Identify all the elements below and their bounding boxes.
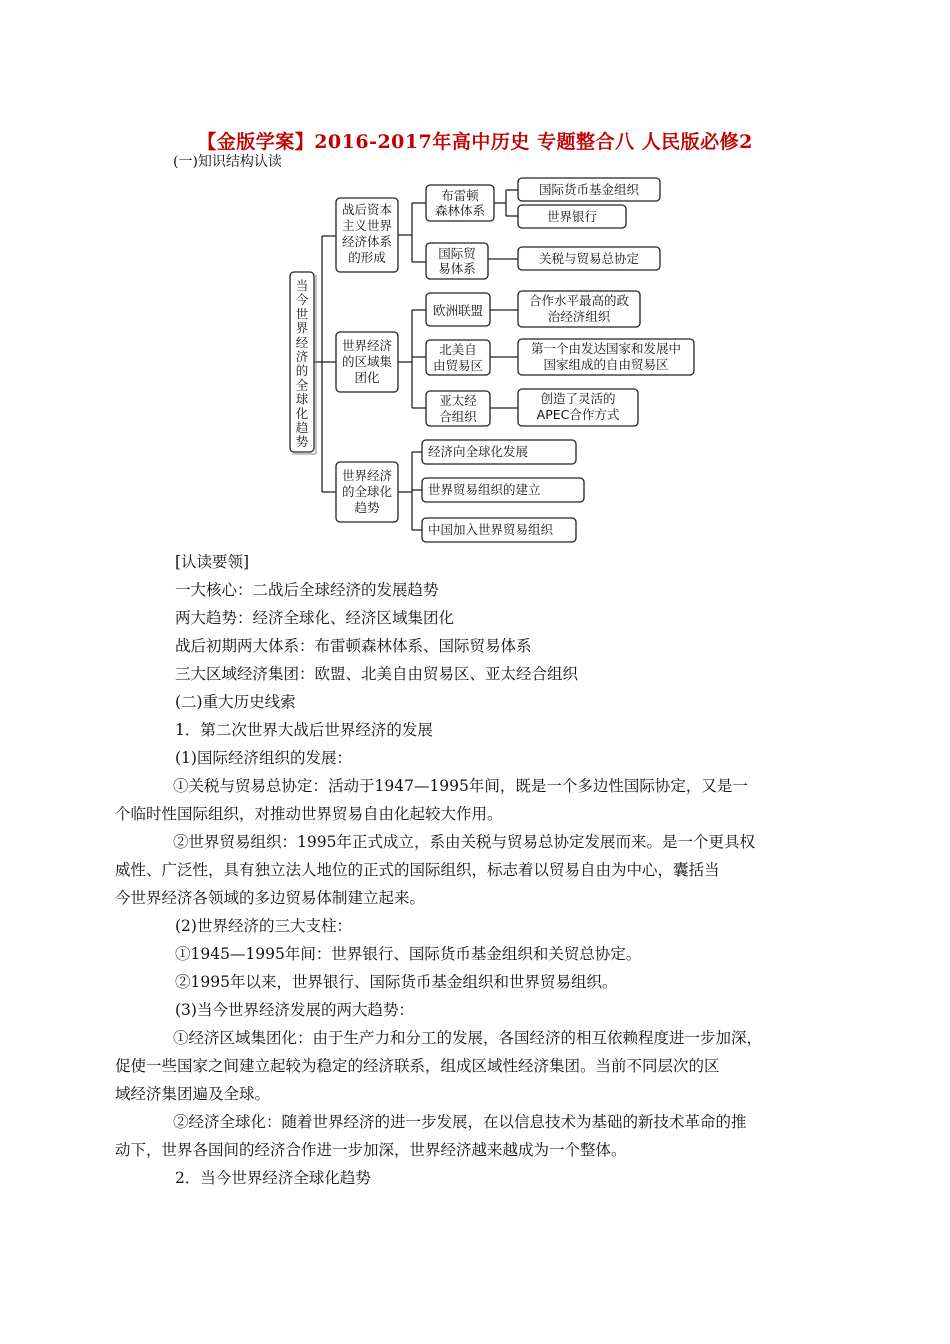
subheading-3: (3)当今世界经济发展的两大趋势：: [175, 1001, 414, 1019]
document-title: 【金版学案】2016-2017年高中历史 专题整合八 人民版必修2: [197, 131, 753, 153]
core-line: 一大核心：二战后全球经济的发展趋势: [175, 581, 439, 599]
paragraph-global-line1: ②经济全球化：随着世界经济的进一步发展，在以信息技术为基础的新技术革命的推: [173, 1113, 747, 1131]
paragraph-wto-line2: 威性、广泛性，具有独立法人地位的正式的国际组织，标志着以贸易自由为中心，囊括当: [115, 861, 720, 879]
diagram-root-label: 当今世界经济的全球化趋势: [295, 278, 309, 450]
node-globalization-dev: 经济向全球化发展: [428, 444, 529, 459]
branch-3-label: 世界经济的全球化趋势: [341, 468, 393, 515]
node-wto-founded: 世界贸易组织的建立: [428, 482, 541, 497]
leaf-eu-desc: 合作水平最高的政治经济组织: [528, 293, 630, 324]
branch-1-label: 战后资本主义世界经济体系的形成: [341, 202, 393, 265]
paragraph-gatt-line2: 个临时性国际组织，对推动世界贸易自由化起较大作用。: [115, 805, 503, 823]
node-apec: 亚太经合组织: [439, 393, 477, 424]
paragraph-gatt-line1: ①关税与贸易总协定：活动于1947—1995年间，既是一个多边性国际协定，又是一: [173, 777, 748, 795]
subheading-2: (2)世界经济的三大支柱：: [175, 917, 352, 935]
document-body: [115, 548, 815, 1192]
node-china-joins-wto: 中国加入世界贸易组织: [428, 522, 554, 537]
node-nafta: 北美自由贸易区: [432, 342, 484, 373]
reading-points-heading: [认读要领]: [175, 553, 250, 571]
paragraph-global-line2: 动下，世界各国间的经济合作进一步加深，世界经济越来越成为一个整体。: [115, 1141, 627, 1159]
subheading-1: (1)国际经济组织的发展：: [175, 749, 352, 767]
paragraph-wto-line1: ②世界贸易组织：1995年正式成立，系由关税与贸易总协定发展而来。是一个更具权: [173, 833, 755, 851]
leaf-gatt: 关税与贸易总协定: [538, 251, 640, 266]
section-heading-historical-clues: (二)重大历史线索: [175, 693, 296, 711]
node-eu: 欧洲联盟: [432, 303, 484, 318]
clue-2-heading: 2．当今世界经济全球化趋势: [175, 1169, 371, 1187]
systems-line: 战后初期两大体系：布雷顿森林体系、国际贸易体系: [175, 637, 532, 655]
trends-line: 两大趋势：经济全球化、经济区域集团化: [175, 609, 455, 627]
pillars-1945: ①1945—1995年间：世界银行、国际货币基金组织和关贸总协定。: [175, 945, 642, 963]
knowledge-structure-diagram: [0, 0, 950, 560]
groups-line: 三大区域经济集团：欧盟、北美自由贸易区、亚太经合组织: [175, 665, 579, 683]
leaf-world-bank: 世界银行: [546, 209, 598, 224]
pillars-1995: ②1995年以来，世界银行、国际货币基金组织和世界贸易组织。: [175, 973, 618, 991]
clue-1-heading: 1．第二次世界大战后世界经济的发展: [175, 721, 433, 739]
paragraph-regional-line1: ①经济区域集团化：由于生产力和分工的发展，各国经济的相互依赖程度进一步加深，: [173, 1029, 763, 1047]
leaf-imf: 国际货币基金组织: [538, 182, 640, 197]
paragraph-regional-line3: 域经济集团遍及全球。: [115, 1085, 271, 1103]
node-intl-trade-system: 国际贸易体系: [438, 246, 476, 276]
paragraph-regional-line2: 促使一些国家之间建立起较为稳定的经济联系，组成区域性经济集团。当前不同层次的区: [115, 1057, 720, 1075]
leaf-apec-desc: 创造了灵活的 APEC合作方式: [536, 391, 620, 422]
leaf-nafta-desc: 第一个由发达国家和发展中国家组成的自由贸易区: [530, 341, 682, 372]
branch-2-label: 世界经济的区域集团化: [341, 338, 393, 385]
node-bretton-woods: 布雷顿森林体系: [434, 188, 486, 218]
section-heading-knowledge-structure: (一)知识结构认读: [173, 154, 282, 170]
paragraph-wto-line3: 今世界经济各领域的多边贸易体制建立起来。: [115, 889, 426, 907]
